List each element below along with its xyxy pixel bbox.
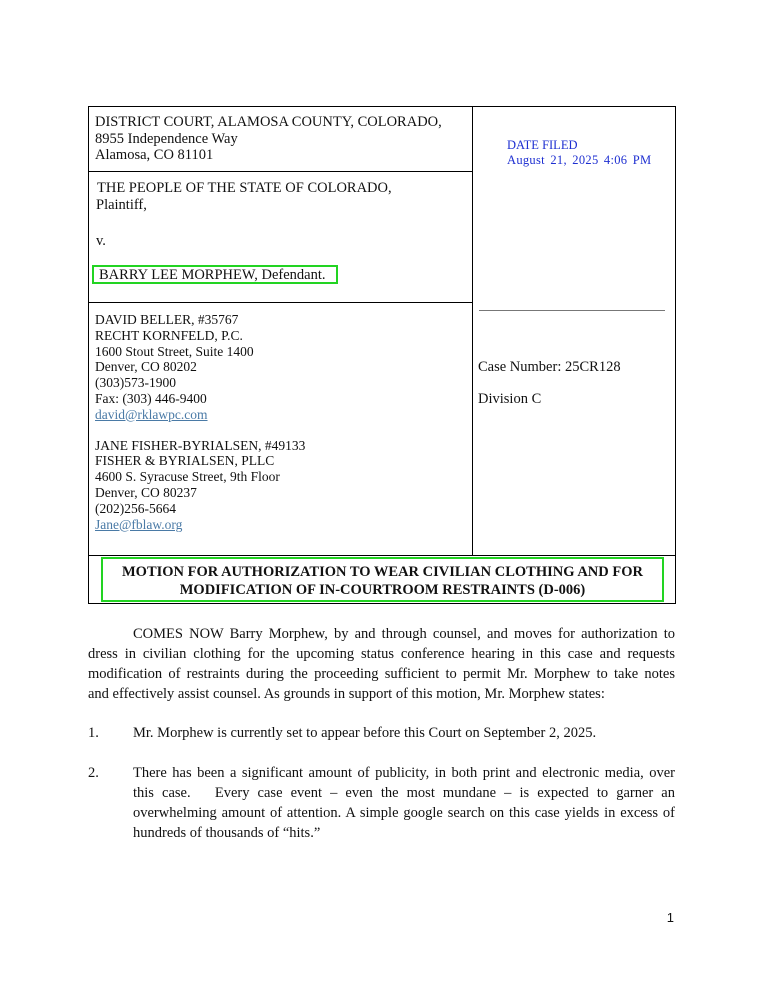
case-number: Case Number: 25CR128: [478, 359, 621, 375]
plaintiff-label: Plaintiff,: [96, 196, 147, 213]
page-number: 1: [666, 910, 674, 925]
attorney-1-phone: (303)573-1900: [95, 375, 176, 391]
date-filed-value: August 21, 2025 4:06 PM: [507, 152, 652, 167]
motion-title-line2: MODIFICATION OF IN-COURTROOM RESTRAINTS (D-006): [179, 581, 586, 598]
caption-divider-vertical: [472, 107, 473, 555]
attorney-2-city: Denver, CO 80237: [95, 484, 197, 500]
caption-table: [88, 106, 676, 604]
parties-block: [97, 180, 392, 250]
plaintiff-name: THE PEOPLE OF THE STATE OF COLORADO,: [97, 180, 392, 196]
attorney-2-email-link[interactable]: Jane@fblaw.org: [95, 516, 183, 532]
item-number: 1.: [88, 725, 99, 741]
division: Division C: [478, 391, 542, 407]
item-number: 2.: [88, 765, 99, 781]
item-line: hundreds of thousands of “hits.”: [133, 825, 321, 841]
item-line: There has been a significant amount of publicity, in both print and electronic media, over: [133, 765, 675, 781]
intro-line: and effectively assist counsel. As grounds in support of this motion, Mr. Morphew states:: [88, 686, 605, 702]
attorney-1-fax: Fax: (303) 446-9400: [95, 390, 207, 406]
motion-title: [101, 557, 664, 602]
court-name: DISTRICT COURT, ALAMOSA COUNTY, COLORADO,: [95, 114, 442, 130]
attorney-2-street: 4600 S. Syracuse Street, 9th Floor: [95, 469, 280, 485]
item-line: overwhelming amount of attention. A simple google search on this case yields in excess of: [133, 805, 675, 821]
intro-paragraph: [88, 624, 675, 704]
intro-line: dress in civilian clothing for the upcoming status conference hearing in this case and requests: [88, 646, 675, 662]
item-line: this case. Every case event – even the most mundane – is expected to garner an: [133, 785, 675, 801]
caption-divider-court: [89, 171, 472, 172]
defendant-highlight: [92, 265, 338, 284]
attorney-1-street: 1600 Stout Street, Suite 1400: [95, 343, 254, 359]
attorney-1-name: DAVID BELLER, #35767: [95, 312, 239, 327]
motion-title-line1: MOTION FOR AUTHORIZATION TO WEAR CIVILIAN CLOTHING AND FOR: [121, 564, 643, 580]
intro-line: COMES NOW Barry Morphew, by and through counsel, and moves for authorization to: [133, 626, 675, 642]
court-city: Alamosa, CO 81101: [95, 147, 214, 163]
counsel-block: [95, 312, 305, 532]
attorney-1-firm: RECHT KORNFELD, P.C.: [95, 327, 243, 343]
attorney-2-firm: FISHER & BYRIALSEN, PLLC: [95, 453, 275, 469]
versus: v.: [96, 233, 106, 249]
court-street: 8955 Independence Way: [95, 130, 238, 147]
attorney-2-name: JANE FISHER-BYRIALSEN, #49133: [95, 437, 306, 453]
caption-divider-parties: [89, 302, 472, 303]
attorney-2-phone: (202)256-5664: [95, 500, 176, 516]
attorney-1-city: Denver, CO 80202: [95, 359, 197, 375]
defendant-name: BARRY LEE MORPHEW, Defendant.: [99, 267, 326, 283]
date-filed-stamp: [507, 138, 651, 167]
date-filed-label: DATE FILED: [507, 138, 578, 152]
attorney-1-email-link[interactable]: david@rklawpc.com: [95, 406, 208, 422]
item-line: Mr. Morphew is currently set to appear before this Court on September 2, 2025.: [133, 725, 597, 741]
caption-divider-title: [89, 555, 675, 556]
intro-line: modification of restraints during the proceeding sufficient to permit Mr. Morphew to take notes: [88, 666, 675, 682]
court-use-line: [479, 310, 665, 311]
court-block: [95, 114, 442, 164]
